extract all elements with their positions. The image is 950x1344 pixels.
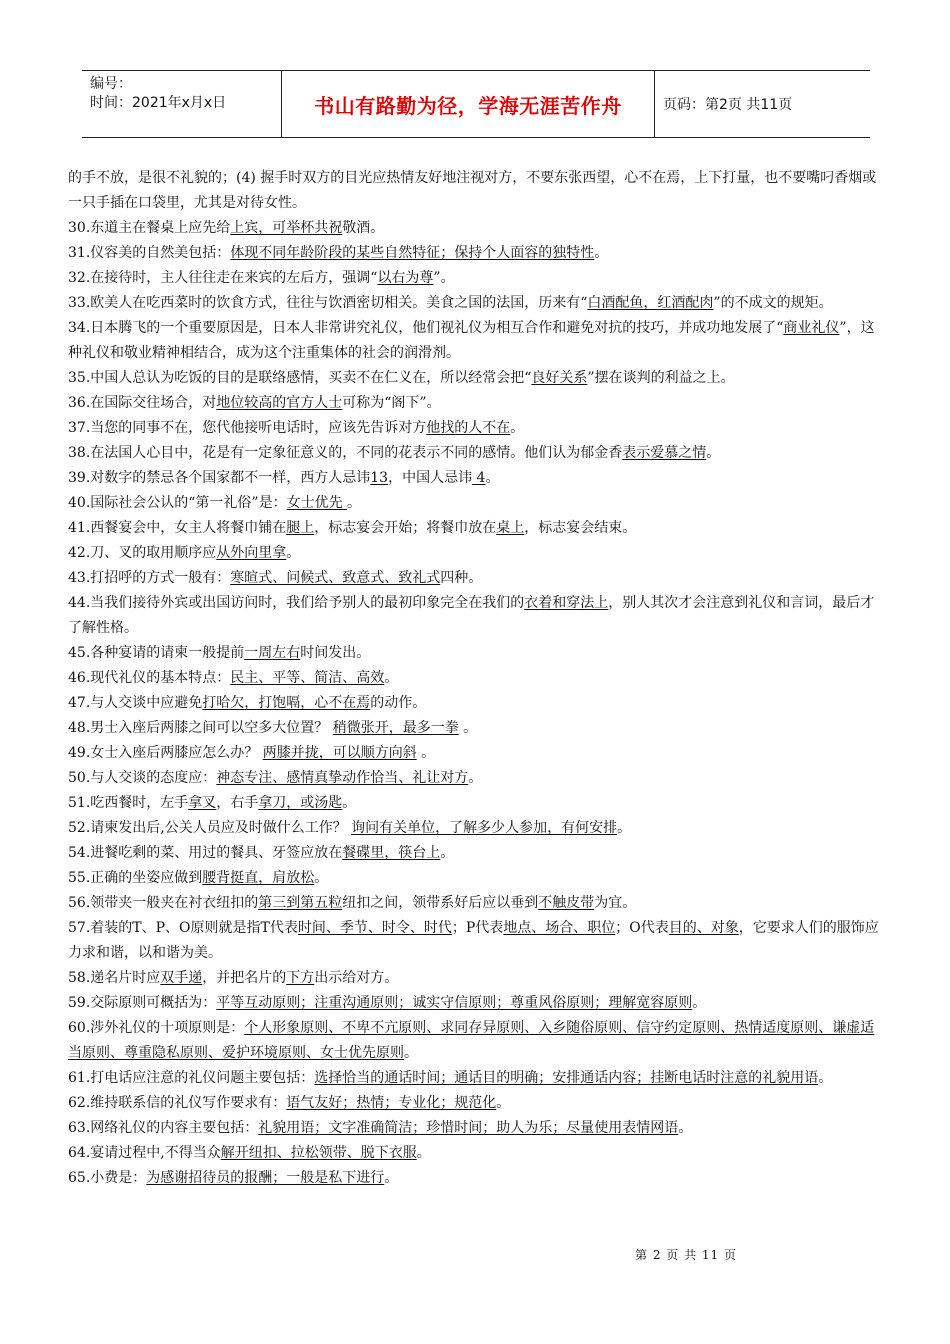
paragraph [68, 166, 886, 216]
body-text: 。 [468, 770, 483, 786]
answer-text: 稍微张开，最多一拳 [332, 720, 459, 736]
body-text: 。 [440, 845, 455, 861]
answer-text: 目的、对象 [668, 920, 739, 936]
body-text: 。 [416, 745, 436, 761]
answer-text: 民主、平等、简洁、高效 [230, 670, 385, 686]
body-text: 33.欧美人在吃西菜时的饮食方式，往往与饮酒密切相关。美食之国的法国，历来有“ [68, 295, 588, 311]
answer-text: 体现不同年龄阶段的某些自然特征；保持个人面容的独特性 [230, 245, 595, 261]
body-text: ”，这种礼仪和敬业精神相结合，成为这个注重集体的社会的润滑剂。 [68, 320, 875, 361]
paragraph [68, 566, 886, 591]
paragraph [68, 891, 886, 916]
body-text: 。 [818, 1070, 833, 1086]
body-text: 31.仪容美的自然美包括： [68, 245, 231, 261]
paragraph [68, 391, 886, 416]
body-text: 四种。 [440, 570, 483, 586]
answer-text: 表示爱慕之情 [622, 445, 707, 461]
page-footer: 第 2 页 共 11 页 [635, 1248, 737, 1262]
paragraph [68, 241, 886, 266]
paragraph [68, 466, 886, 491]
paragraph [68, 1116, 886, 1141]
answer-text: 腿上 [286, 520, 315, 536]
answer-text: 为感谢招待员的报酬；一般是私下进行 [146, 1170, 385, 1186]
body-text: 为宜。 [594, 895, 637, 911]
paragraph [68, 491, 886, 516]
body-text: 40.国际社会公认的“第一礼俗”是： [68, 495, 287, 511]
paragraph [68, 441, 886, 466]
answer-text: 商业礼仪 [783, 320, 840, 336]
paragraph [68, 1141, 886, 1166]
paragraph [68, 691, 886, 716]
body-text: 出示给对方。 [314, 970, 399, 986]
body-text: 46.现代礼仪的基本特点： [68, 670, 231, 686]
body-text: 敬酒。 [342, 220, 385, 236]
body-text: 45.各种宴请的请柬一般提前 [68, 645, 245, 661]
answer-text: 良好关系 [531, 370, 588, 386]
body-text: ，标志宴会开始；将餐巾放在 [314, 520, 497, 536]
answer-text: 询问有关单位，了解多少人参加，有何安排 [351, 820, 618, 836]
answer-text: 不触皮带 [538, 895, 595, 911]
answer-text: 白酒配鱼，红酒配肉 [587, 295, 714, 311]
paragraph [68, 866, 886, 891]
answer-text: 选择恰当的通话时间；通话目的明确；安排通话内容；挂断电话时注意的礼貌用语 [314, 1070, 819, 1086]
body-text: 44.当我们接待外宾或出国访问时，我们给予别人的最初印象完全在我们的 [68, 595, 525, 611]
paragraph [68, 291, 886, 316]
body-text: 。 [617, 820, 632, 836]
answer-text: 时间、季节、时令、时代 [297, 920, 452, 936]
paragraph [68, 966, 886, 991]
body-text: 65.小费是： [68, 1170, 147, 1186]
body-text: ”摆在谈判的利益之上。 [587, 370, 735, 386]
body-text: 63.网络礼仪的内容主要包括： [68, 1120, 259, 1136]
body-text: 34.日本腾飞的一个重要原因是，日本人非常讲究礼仪，他们视礼仪为相互合作和避免对抗的技巧，并成功地发展了“ [68, 320, 784, 336]
body-text: 62.维持联系信的礼仪写作要求有： [68, 1095, 287, 1111]
body-text: 的手不放，是很不礼貌的；(4) 握手时双方的目光应热情友好地注视对方，不要东张西望，心不在焉，上下打量，也不要嘴叼香烟或一只手插在口袋里，尤其是对待女性。 [68, 170, 877, 211]
body-text: 48.男士入座后两膝之间可以空多大位置？ [68, 720, 333, 736]
answer-text: 腰背挺直，肩放松 [202, 870, 315, 886]
page-header [82, 70, 870, 138]
body-text: 64.宴请过程中,不得当众 [68, 1145, 221, 1161]
answer-text: 女士优先 [286, 495, 348, 511]
answer-text: 礼貌用语；文字准确简洁；珍惜时间；助人为乐；尽量使用表情网语 [258, 1120, 679, 1136]
paragraph [68, 641, 886, 666]
paragraph [68, 591, 886, 641]
answer-text: 13 [370, 470, 389, 486]
body-text: 50.与人交谈的态度应： [68, 770, 217, 786]
answer-text: 平等互动原则；注重沟通原则；诚实守信原则；尊重风俗原则；理解宽容原则 [216, 995, 693, 1011]
body-text: 52.请柬发出后,公关人员应及时做什么工作？ [68, 820, 352, 836]
paragraph [68, 1066, 886, 1091]
body-text: 。 [594, 245, 609, 261]
body-text: 60.涉外礼仪的十项原则是： [68, 1020, 245, 1036]
paragraph [68, 1016, 886, 1066]
answer-text: 打哈欠，打饱嗝，心不在焉 [202, 695, 371, 711]
answer-text: 桌上 [496, 520, 525, 536]
paragraph [68, 216, 886, 241]
body-text: ；P代表 [451, 920, 504, 936]
body-text: 的动作。 [370, 695, 427, 711]
paragraph [68, 841, 886, 866]
paragraph [68, 666, 886, 691]
answer-text: 寒暄式、问候式、致意式、致礼式 [230, 570, 441, 586]
answer-text: 他找的人不在 [426, 420, 511, 436]
answer-text: 两膝并拢，可以顺方向斜 [262, 745, 417, 761]
document-body [68, 166, 886, 1191]
body-text: 。 [342, 795, 357, 811]
paragraph [68, 516, 886, 541]
paragraph [68, 541, 886, 566]
answer-text: 地点、场合、职位 [503, 920, 616, 936]
paragraph [68, 816, 886, 841]
body-text: 。 [692, 995, 707, 1011]
answer-text: 拿刀，或汤匙 [258, 795, 343, 811]
answer-text: 4 [472, 470, 486, 486]
answer-text: 个人形象原则、不卑不亢原则、求同存异原则、入乡随俗原则、信守约定原则、热情适度原则、谦虚适当原则、尊重隐私原则、爱护环境原则、女士优先原则 [68, 1020, 875, 1061]
body-text: 。 [496, 1095, 511, 1111]
body-text: 58.递名片时应 [68, 970, 161, 986]
body-text: 57.着装的T、P、O原则就是指T代表 [68, 920, 298, 936]
paragraph [68, 741, 886, 766]
body-text: ，右手 [216, 795, 259, 811]
body-text: 41.西餐宴会中，女主人将餐巾铺在 [68, 520, 287, 536]
answer-text: 餐碟里，筷台上 [342, 845, 441, 861]
body-text: 55.正确的坐姿应做到 [68, 870, 203, 886]
paragraph [68, 1091, 886, 1116]
document-time-label: 时间：2021年x月x日 [90, 95, 227, 111]
body-text: 可称为“阁下”。 [342, 395, 441, 411]
body-text: ；O代表 [615, 920, 669, 936]
answer-text: 从外向里拿 [216, 545, 287, 561]
body-text: ，它要求人们的服饰应力求和谐，以和谐为美。 [68, 920, 879, 961]
answer-text: 拿叉 [188, 795, 217, 811]
body-text: 。 [678, 1120, 693, 1136]
paragraph [68, 716, 886, 741]
answer-text: 语气友好；热情；专业化；规范化 [286, 1095, 497, 1111]
body-text: 42.刀、叉的取用顺序应 [68, 545, 217, 561]
body-text: 51.吃西餐时，左手 [68, 795, 189, 811]
body-text: 纽扣之间，领带系好后应以垂到 [342, 895, 539, 911]
header-page-cell [655, 71, 870, 137]
answer-text: 地位较高的官方人士 [216, 395, 343, 411]
answer-text: 第三到第五粒 [258, 895, 343, 911]
body-text: 。 [404, 1045, 418, 1061]
body-text: 。 [384, 1170, 399, 1186]
body-text: ，并把名片的 [202, 970, 287, 986]
body-text: 37.当您的同事不在，您代他接听电话时，应该先告诉对方 [68, 420, 427, 436]
answer-text: 下方 [286, 970, 315, 986]
paragraph [68, 916, 886, 966]
body-text: 。 [286, 545, 301, 561]
body-text: ，中国人忌讳 [388, 470, 473, 486]
body-text: ”。 [433, 270, 455, 286]
body-text: 56.领带夹一般夹在衬衣纽扣的 [68, 895, 259, 911]
body-text: 。 [384, 670, 399, 686]
body-text: 。 [458, 720, 478, 736]
header-page-label: 页码：第2页 共11页 [663, 97, 793, 113]
header-motto: 书山有路勤为径，学海无涯苦作舟 [314, 93, 622, 118]
body-text: 35.中国人总认为吃饭的目的是联络感情，买卖不在仁义在，所以经常会把“ [68, 370, 532, 386]
body-text: 。 [706, 445, 721, 461]
answer-text: 一周左右 [244, 645, 301, 661]
paragraph [68, 991, 886, 1016]
paragraph [68, 416, 886, 441]
paragraph [68, 366, 886, 391]
answer-text: 双手递 [160, 970, 203, 986]
body-text: 。 [314, 870, 329, 886]
body-text: 38.在法国人心目中，花是有一定象征意义的，不同的花表示不同的感情。他们认为郁金香 [68, 445, 623, 461]
body-text: ，标志宴会结束。 [524, 520, 637, 536]
paragraph [68, 766, 886, 791]
body-text: 32.在接待时，主人往往走在来宾的左后方，强调“ [68, 270, 378, 286]
header-info [82, 71, 282, 137]
body-text: 30.东道主在餐桌上应先给 [68, 220, 231, 236]
paragraph [68, 1166, 886, 1191]
answer-text: 解开纽扣、拉松领带、脱下衣服 [220, 1145, 417, 1161]
paragraph [68, 791, 886, 816]
answer-text: 以右为尊 [377, 270, 434, 286]
body-text: 43.打招呼的方式一般有： [68, 570, 231, 586]
body-text: 47.与人交谈中应避免 [68, 695, 203, 711]
body-text: 36.在国际交往场合，对 [68, 395, 217, 411]
body-text: 54.进餐吃剩的菜、用过的餐具、牙签应放在 [68, 845, 343, 861]
body-text: 59.交际原则可概括为： [68, 995, 217, 1011]
paragraph [68, 266, 886, 291]
paragraph [68, 316, 886, 366]
body-text: ”的不成文的规矩。 [713, 295, 833, 311]
body-text: 时间发出。 [300, 645, 371, 661]
answer-text: 神态专注、感情真挚动作恰当、礼让对方 [216, 770, 469, 786]
body-text: 。 [416, 1145, 431, 1161]
header-motto-cell [282, 71, 655, 137]
document-number-label: 编号： [90, 76, 132, 92]
answer-text: 衣着和穿法上 [524, 595, 609, 611]
body-text: ，别人其次才会注意到礼仪和言词，最后才了解性格。 [68, 595, 875, 636]
body-text: 。 [347, 495, 362, 511]
answer-text: 上宾，可举杯共祝 [230, 220, 343, 236]
body-text: 。 [510, 420, 525, 436]
body-text: 61.打电话应注意的礼仪问题主要包括： [68, 1070, 315, 1086]
body-text: 49.女士入座后两膝应怎么办？ [68, 745, 263, 761]
body-text: 。 [485, 470, 500, 486]
body-text: 39.对数字的禁忌各个国家都不一样，西方人忌讳 [68, 470, 371, 486]
